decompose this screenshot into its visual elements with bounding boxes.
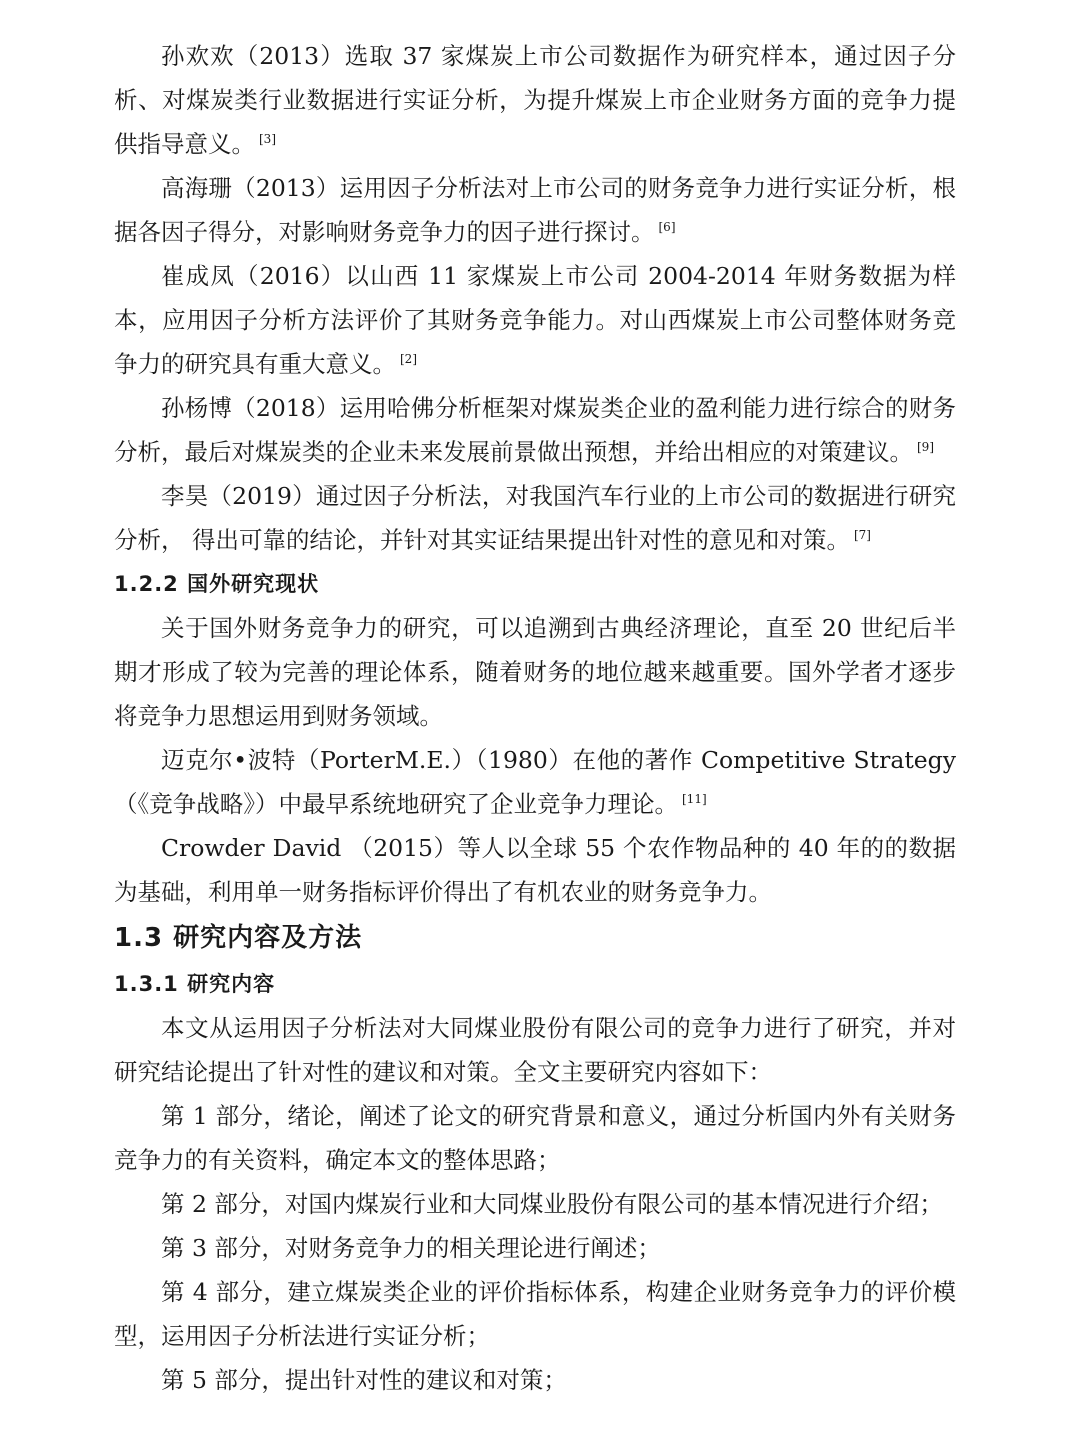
paragraph-text: 第 3 部分，对财务竞争力的相关理论进行阐述； [161, 1234, 661, 1262]
paragraph-cui-chengfeng [114, 254, 956, 386]
paragraph-crowder [114, 826, 956, 914]
citation-ref: [7] [853, 528, 871, 543]
paragraph-porter [114, 738, 956, 826]
section-heading-1-2-2: 1.2.2 国外研究现状 [114, 572, 320, 596]
paragraph-text: 李昊（2019）通过因子分析法，对我国汽车行业的上市公司的数据进行研究分析， 得出可靠的结论，并针对其实证结果提出针对性的意见和对策。 [114, 482, 956, 554]
paragraph-sun-huanhuan [114, 34, 956, 166]
paragraph-intro [114, 1006, 956, 1094]
paragraph-li-hao [114, 474, 956, 562]
paragraph-part-5 [114, 1358, 956, 1402]
paragraph-part-1 [114, 1094, 956, 1182]
citation-ref: [11] [682, 792, 707, 807]
paragraph-text: 第 1 部分，绪论，阐述了论文的研究背景和意义，通过分析国内外有关财务竞争力的有关资料，确定本文的整体思路； [114, 1102, 956, 1174]
paragraph-text: 高海珊（2013）运用因子分析法对上市公司的财务竞争力进行实证分析，根据各因子得分，对影响财务竞争力的因子进行探讨。 [114, 174, 956, 246]
document-page [114, 34, 956, 1402]
paragraph-text: 关于国外财务竞争力的研究，可以追溯到古典经济理论，直至 20 世纪后半期才形成了较为完善的理论体系，随着财务的地位越来越重要。国外学者才逐步将竞争力思想运用到财务领域。 [114, 614, 956, 730]
paragraph-text: 第 4 部分，建立煤炭类企业的评价指标体系，构建企业财务竞争力的评价模型，运用因子分析法进行实证分析； [114, 1278, 956, 1350]
citation-ref: [6] [658, 220, 676, 235]
paragraph-part-4 [114, 1270, 956, 1358]
paragraph-foreign-research [114, 606, 956, 738]
section-heading-1-3-1: 1.3.1 研究内容 [114, 972, 276, 996]
citation-ref: [2] [400, 352, 417, 367]
paragraph-text: 迈克尔•波特（PorterM.E.）（1980）在他的著作 Competitive Strategy（《竞争战略》）中最早系统地研究了企业竞争力理论。 [114, 746, 956, 818]
paragraph-text: 本文从运用因子分析法对大同煤业股份有限公司的竞争力进行了研究，并对研究结论提出了针对性的建议和对策。全文主要研究内容如下： [114, 1014, 956, 1086]
paragraph-gao-haishan [114, 166, 956, 254]
paragraph-text: 崔成凤（2016）以山西 11 家煤炭上市公司 2004-2014 年财务数据为样本，应用因子分析方法评价了其财务竞争能力。对山西煤炭上市公司整体财务竞争力的研究具有重大意义。 [114, 262, 956, 378]
paragraph-text: 孙欢欢（2013）选取 37 家煤炭上市公司数据作为研究样本，通过因子分析、对煤炭类行业数据进行实证分析，为提升煤炭上市企业财务方面的竞争力提供指导意义。 [114, 42, 956, 158]
paragraph-text: 第 2 部分，对国内煤炭行业和大同煤业股份有限公司的基本情况进行介绍； [161, 1190, 943, 1218]
paragraph-part-3 [114, 1226, 956, 1270]
citation-ref: [9] [917, 440, 934, 455]
paragraph-sun-yangbo [114, 386, 956, 474]
paragraph-part-2 [114, 1182, 956, 1226]
section-heading-1-3: 1.3 研究内容及方法 [114, 923, 363, 953]
paragraph-text: 孙杨博（2018）运用哈佛分析框架对煤炭类企业的盈利能力进行综合的财务分析，最后对煤炭类的企业未来发展前景做出预想，并给出相应的对策建议。 [114, 394, 956, 466]
paragraph-text: 第 5 部分，提出针对性的建议和对策； [161, 1366, 567, 1394]
paragraph-text: Crowder David （2015）等人以全球 55 个农作物品种的 40 年的的数据为基础，利用单一财务指标评价得出了有机农业的财务竞争力。 [114, 834, 956, 906]
citation-ref: [3] [259, 132, 276, 147]
